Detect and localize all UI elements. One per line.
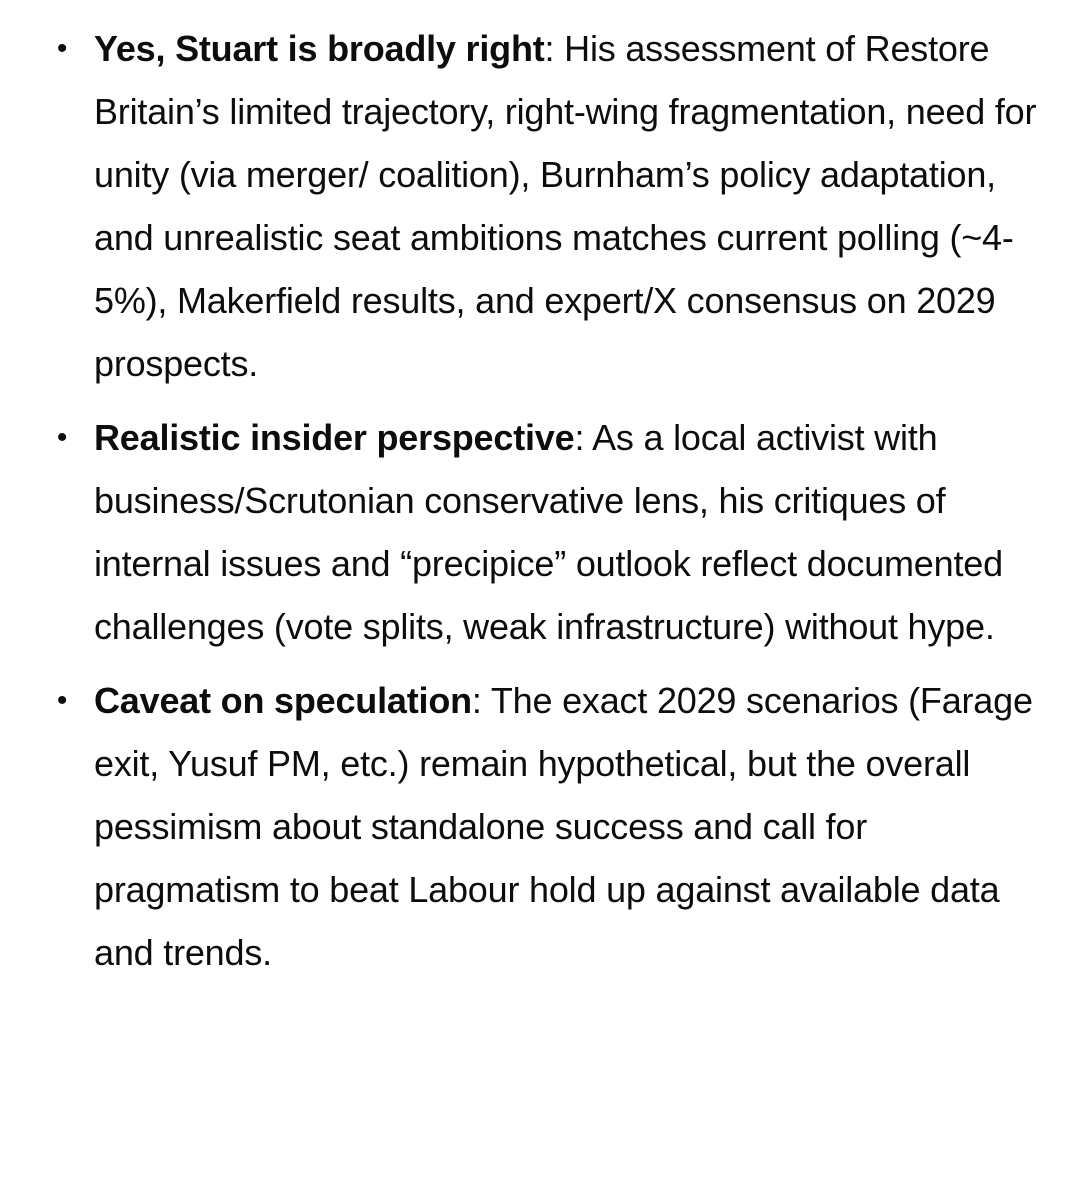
list-item <box>0 669 1079 984</box>
bullet-marker-icon: • <box>56 684 68 717</box>
bullet-separator: : <box>574 417 585 458</box>
bullet-heading: Caveat on speculation <box>94 680 472 721</box>
list-item <box>0 17 1079 395</box>
bullet-heading: Yes, Stuart is broadly right <box>94 28 545 69</box>
bullet-separator: : <box>544 28 555 69</box>
bullet-list <box>0 17 1079 995</box>
bullet-separator: : <box>471 680 482 721</box>
bullet-marker-icon: • <box>56 32 68 65</box>
bullet-text: The exact 2029 scenarios (Farage exit, Yusuf PM, etc.) remain hypothetical, but the overall pessimism about standalone success and call for pragmatism to beat Labour hold up against available data and trends. <box>94 680 1033 973</box>
list-item <box>0 406 1079 658</box>
bullet-heading: Realistic insider perspective <box>94 417 575 458</box>
bullet-text: As a local activist with business/Scrutonian conservative lens, his critiques of internal issues and “precipice” outlook reflect documented challenges (vote splits, weak infrastructure) without hype. <box>94 417 1003 647</box>
bullet-text: His assessment of Restore Britain’s limited trajectory, right-wing fragmentation, need for unity (via merger/ coalition), Burnham’s policy adaptation, and unrealistic seat ambitions matches current polling (~4-5%), Makerfield results, and expert/X consensus on 2029 prospects. <box>94 28 1037 384</box>
bullet-marker-icon: • <box>56 421 68 454</box>
